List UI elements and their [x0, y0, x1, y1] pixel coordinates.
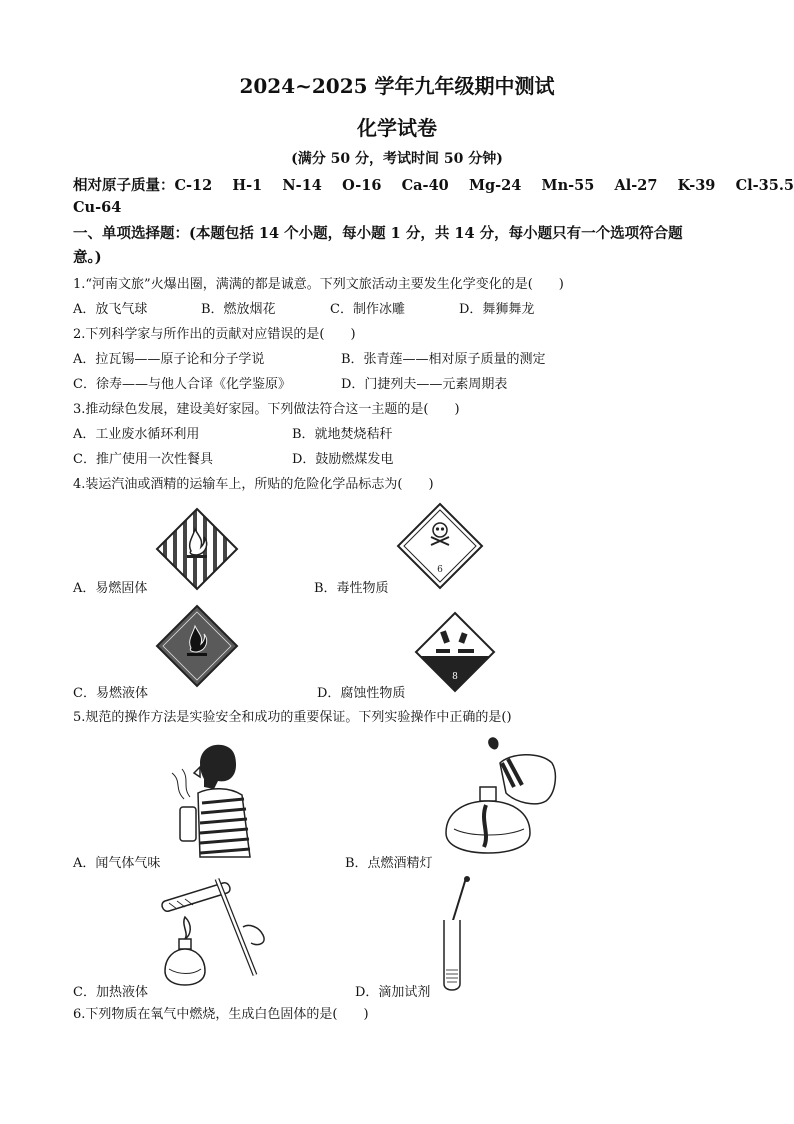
option-d: D．腐蚀性物质: [317, 686, 406, 701]
option-a: A．闻气体气味: [73, 856, 161, 871]
option-d: D．门捷列夫——元素周期表: [341, 377, 508, 392]
option-b: B．点燃酒精灯: [345, 856, 433, 871]
question-stem: 5.规范的操作方法是实验安全和成功的重要保证。下列实验操作中正确的是(): [73, 710, 512, 725]
question-stem: 1.“河南文旅”火爆出圈，满满的都是诚意。下列文旅活动主要发生化学变化的是( ): [73, 277, 564, 292]
option-d: D．舞狮舞龙: [459, 302, 535, 317]
question-stem: 3.推动绿色发展，建设美好家园。下列做法符合这一主题的是( ): [73, 402, 460, 417]
exam-title: 2024~2025 学年九年级期中测试: [239, 74, 555, 98]
option-a: A．工业废水循环利用: [73, 427, 200, 442]
flammable-liquid-sign: [155, 604, 239, 688]
option-b: B．张青莲——相对原子质量的测定: [341, 352, 546, 367]
dropping-reagent-illustration: [430, 874, 480, 992]
option-d: D．滴加试剂: [355, 985, 431, 1000]
option-c: C．徐寿——与他人合译《化学鉴原》: [73, 377, 291, 392]
option-c: C．易燃液体: [73, 686, 148, 701]
atomic-mass-line-2: Cu-64: [73, 199, 122, 216]
option-c: C．加热液体: [73, 985, 148, 1000]
question-stem: 6.下列物质在氧气中燃烧，生成白色固体的是( ): [73, 1007, 369, 1022]
flammable-solid-sign: [155, 507, 239, 591]
option-a: A．放飞气球: [73, 302, 148, 317]
option-a: A．易燃固体: [73, 581, 148, 596]
corrosive-class-number: 8: [452, 672, 458, 682]
subject-title: 化学试卷: [357, 116, 437, 140]
option-c: C．制作冰雕: [330, 302, 405, 317]
option-b: B．就地焚烧秸秆: [292, 427, 393, 442]
option-b: B．燃放烟花: [201, 302, 276, 317]
exam-info: (满分 50 分，考试时间 50 分钟): [291, 151, 503, 167]
option-a: A．拉瓦锡——原子论和分子学说: [73, 352, 265, 367]
option-b: B．毒性物质: [314, 581, 389, 596]
atomic-mass-line-1: 相对原子质量：C-12 H-1 N-14 O-16 Ca-40 Mg-24 Mn-55 Al-27 K-39 Cl-35.5: [73, 177, 794, 194]
question-stem: 2.下列科学家与所作出的贡献对应错误的是( ): [73, 327, 356, 342]
smelling-gas-illustration: [170, 737, 270, 862]
question-stem: 4.装运汽油或酒精的运输车上，所贴的危险化学品标志为( ): [73, 477, 434, 492]
option-d: D．鼓励燃煤发电: [292, 452, 394, 467]
option-c: C．推广使用一次性餐具: [73, 452, 213, 467]
lighting-alcohol-lamp-illustration: [440, 733, 560, 858]
corrosive-substance-sign: [414, 611, 496, 693]
toxic-substance-sign: [396, 502, 484, 590]
toxic-class-number: 6: [437, 565, 443, 575]
heating-liquid-illustration: [155, 877, 275, 992]
section-heading-line-1: 一、单项选择题：(本题包括 14 个小题，每小题 1 分，共 14 分，每小题只有一个选项符合题: [73, 225, 683, 242]
section-heading-line-2: 意。): [73, 249, 102, 266]
